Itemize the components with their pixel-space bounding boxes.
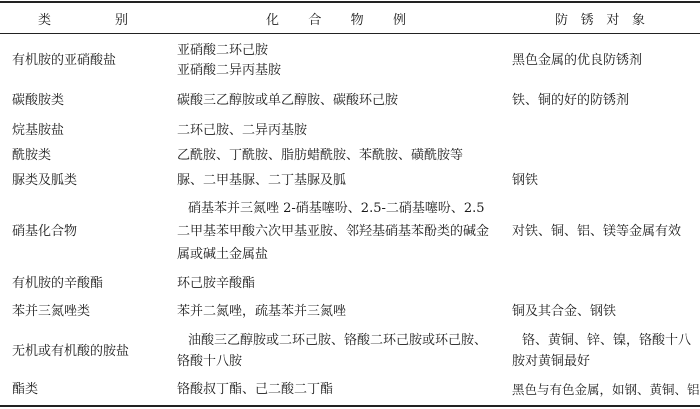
row-category: 有机胺的辛酸酯 — [12, 276, 104, 291]
row-category: 碳酸胺类 — [12, 93, 65, 108]
header-target-char: 锈 — [580, 13, 594, 28]
bottom-rule — [0, 405, 700, 407]
row-example: 铬酸十八胺 — [177, 354, 243, 369]
row-category: 酰胺类 — [12, 148, 52, 163]
header-target-char: 象 — [631, 13, 645, 28]
row-example: 属或碱土金属盐 — [177, 247, 269, 262]
row-target: 铜及其合金、钢铁 — [512, 304, 617, 319]
header-examples-char: 物 — [350, 13, 364, 28]
row-target: 钢铁 — [512, 173, 539, 188]
row-target: 铬、黄铜、锌、镍，铬酸十八 — [522, 333, 692, 348]
row-example: 油酸三乙醇胺或二环己胺、铬酸二环己胺或环己胺、 — [188, 333, 488, 348]
row-target: 黑色与有色金属，如钢、黄铜、铝 — [512, 382, 700, 397]
row-example: 硝基苯并三氮唑 2-硝基噻吩、2.5-二硝基噻吩、2.5 — [188, 201, 485, 216]
top-rule — [0, 1, 700, 3]
header-category-char: 类 — [38, 13, 52, 28]
row-target: 铁、铜的好的防锈剂 — [512, 93, 630, 108]
row-category: 硝基化合物 — [12, 224, 78, 239]
header-target-char: 防 — [555, 13, 569, 28]
row-category: 苯并三氮唑类 — [12, 304, 91, 319]
row-category: 无机或有机酸的胺盐 — [12, 344, 130, 359]
header-examples-char: 例 — [392, 13, 406, 28]
row-target: 对铁、铜、铝、镁等金属有效 — [512, 224, 682, 239]
row-example: 脲、二甲基脲、二丁基脲及胍 — [177, 173, 347, 188]
row-target: 黑色金属的优良防锈剂 — [512, 53, 643, 68]
header-rule — [0, 33, 700, 34]
row-example: 二环己胺、二异丙基胺 — [177, 123, 308, 138]
row-category: 脲类及胍类 — [12, 173, 78, 188]
row-category: 烷基胺盐 — [12, 123, 65, 138]
row-category: 有机胺的亚硝酸盐 — [12, 53, 117, 68]
header-examples-char: 合 — [308, 13, 322, 28]
row-example: 环己胺辛酸酯 — [177, 276, 256, 291]
header-examples-char: 化 — [266, 13, 280, 28]
row-example: 亚硝酸二环己胺 — [177, 43, 269, 58]
header-examples — [266, 9, 406, 28]
row-example: 铬酸叔丁酯、己二酸二丁酯 — [177, 382, 334, 397]
header-target-char: 对 — [606, 13, 620, 28]
header-target — [555, 9, 645, 28]
header-category — [38, 9, 128, 28]
row-example: 苯并二氮唑，疏基苯并三氮唑 — [177, 304, 347, 319]
header-category-char: 别 — [114, 13, 128, 28]
row-example: 二甲基苯甲酸六次甲基亚胺、邻羟基硝基苯酚类的碱金 — [177, 224, 490, 239]
row-target: 胺对黄铜最好 — [512, 354, 591, 369]
row-example: 碳酸三乙醇胺或单乙醇胺、碳酸环己胺 — [177, 93, 399, 108]
row-example: 乙酰胺、丁酰胺、脂肪蜡酰胺、苯酰胺、磺酰胺等 — [177, 148, 464, 163]
row-category: 酯类 — [12, 382, 39, 397]
row-example: 亚硝酸二异丙基胺 — [177, 63, 282, 78]
